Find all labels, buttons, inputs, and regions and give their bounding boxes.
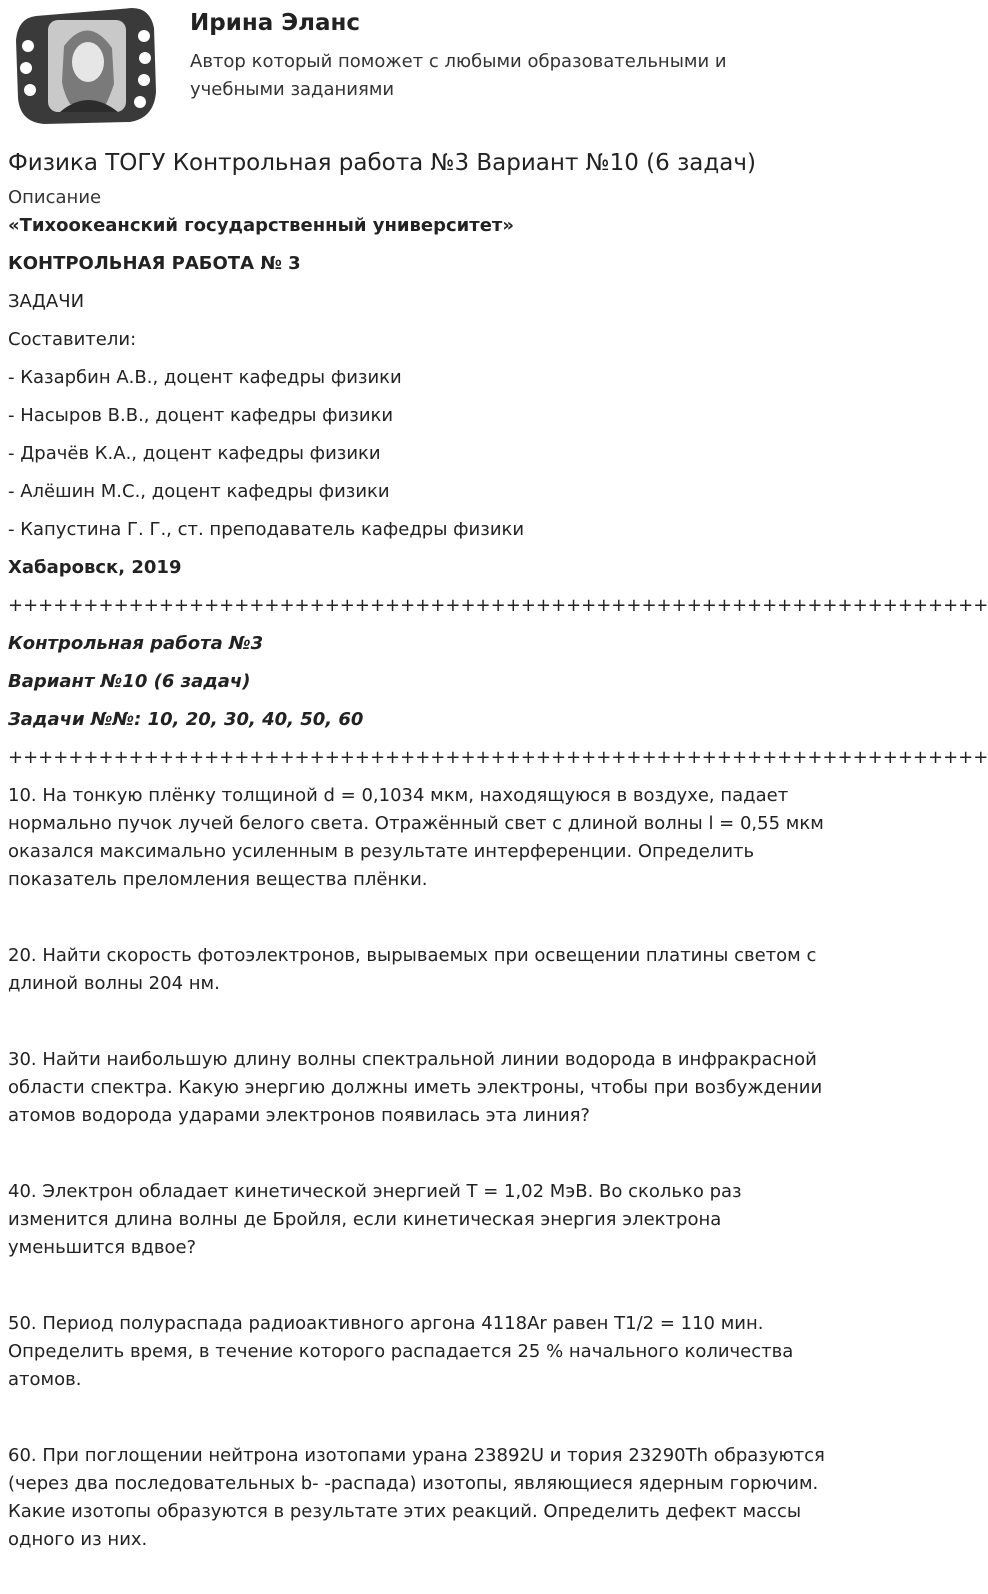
work-heading: КОНТРОЛЬНАЯ РАБОТА № 3 <box>8 253 301 274</box>
work-title: Контрольная работа №3 <box>8 633 264 654</box>
compiler-item: - Алёшин М.С., доцент кафедры физики <box>8 481 390 502</box>
compiler-item: - Казарбин А.В., доцент кафедры физики <box>8 367 402 388</box>
task-item: 50. Период полураспада радиоактивного аргона 4118Ar равен T1/2 = 110 мин. Определить время, в течение которого распадается 25 % начального количества атомов. <box>8 1313 794 1390</box>
author-name[interactable]: Ирина Эланс <box>190 10 361 36</box>
separator-line: +++++++++++++++++++++++++++++++++++++++++++++++++++++++++++++++++ <box>8 747 988 768</box>
task-item: 20. Найти скорость фотоэлектронов, вырываемых при освещении платины светом с длиной волны 204 нм. <box>8 945 817 994</box>
separator-line: +++++++++++++++++++++++++++++++++++++++++++++++++++++++++++++++++ <box>8 595 988 616</box>
compiler-item: - Насыров В.В., доцент кафедры физики <box>8 405 394 426</box>
task-item: 40. Электрон обладает кинетической энергией Т = 1,02 МэВ. Во сколько раз изменится длина волны де Бройля, если кинетическая энергия электрона уменьшится вдвое? <box>8 1181 742 1258</box>
author-avatar[interactable] <box>14 6 158 126</box>
tasks-label: ЗАДАЧИ <box>8 291 85 312</box>
task-numbers: Задачи №№: 10, 20, 30, 40, 50, 60 <box>8 709 364 730</box>
authors-label: Составители: <box>8 329 137 350</box>
task-item: 30. Найти наибольшую длину волны спектральной линии водорода в инфракрасной области спектра. Какую энергию должны иметь электроны, чтобы при возбуждении атомов водорода ударами электронов появилась эта линия? <box>8 1049 823 1126</box>
university-name: «Тихоокеанский государственный университет» <box>8 215 514 236</box>
task-item: 10. На тонкую плёнку толщиной d = 0,1034 мкм, находящуюся в воздухе, падает нормально пучок лучей белого света. Отражённый свет с длиной волны l = 0,55 мкм оказался максимально усиленным в результате интерференции. Определить показатель преломления вещества плёнки. <box>8 785 824 890</box>
city-year: Хабаровск, 2019 <box>8 557 182 578</box>
page-title: Физика ТОГУ Контрольная работа №3 Вариант №10 (6 задач) <box>8 150 756 176</box>
compiler-item: - Драчёв К.А., доцент кафедры физики <box>8 443 381 464</box>
variant-title: Вариант №10 (6 задач) <box>8 671 251 692</box>
author-description: Автор который поможет с любыми образовательными и учебными заданиями <box>190 51 727 100</box>
task-item: 60. При поглощении нейтрона изотопами урана 23892U и тория 23290Th образуются (через два последовательных b- -распада) изотопы, являющиеся ядерным горючим. Какие изотопы образуются в результате этих реакций. Определить дефект массы одного из них. <box>8 1445 825 1550</box>
description-label: Описание <box>8 187 102 208</box>
author-block <box>8 0 839 136</box>
compiler-item: - Капустина Г. Г., ст. преподаватель кафедры физики <box>8 519 525 540</box>
